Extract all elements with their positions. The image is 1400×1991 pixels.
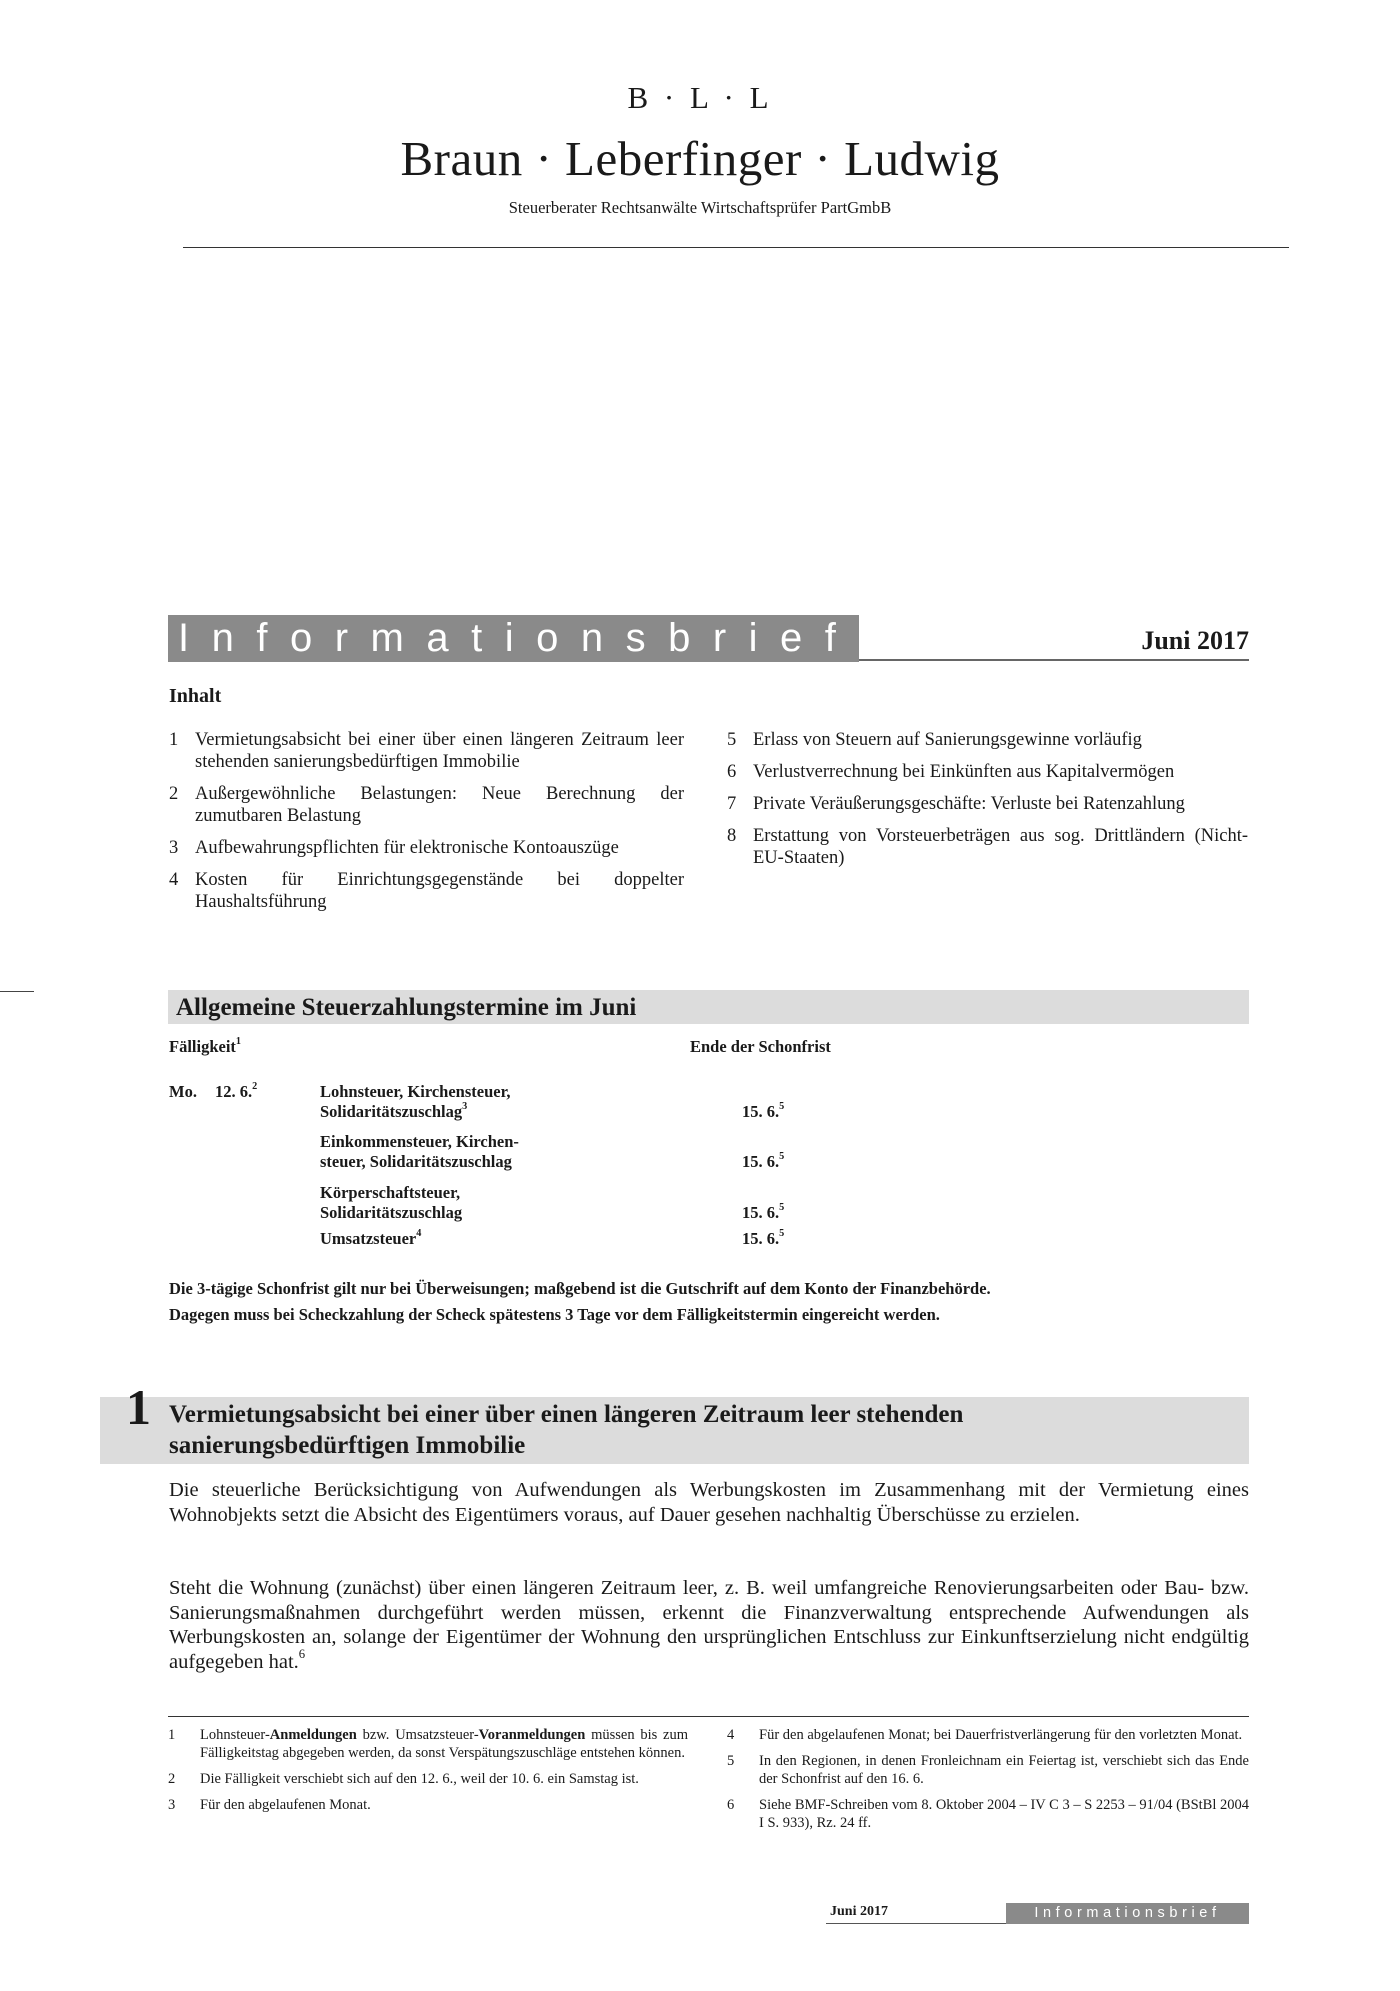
tax-type bbox=[320, 1132, 519, 1172]
footnotes-right bbox=[727, 1726, 1249, 1840]
contents-item-text: Vermietungsabsicht bei einer über einen längeren Zeitraum leer stehenden sanierungsbedürftigen Immobilie bbox=[195, 730, 684, 772]
footnote-ref: 1 bbox=[235, 1036, 242, 1048]
footnote-ref: 3 bbox=[462, 1101, 468, 1113]
contents-item bbox=[169, 869, 684, 913]
footnote bbox=[168, 1796, 688, 1814]
due-date bbox=[215, 1082, 257, 1102]
footnote-emphasis: Voranmeldungen bbox=[478, 1727, 586, 1743]
note-line: Dagegen muss bei Scheckzahlung der Scheck spätestens 3 Tage vor dem Fälligkeitstermin eingereicht werden. bbox=[169, 1305, 940, 1324]
grace-period-date bbox=[742, 1102, 784, 1122]
banner-underline bbox=[859, 659, 1249, 661]
header-divider bbox=[183, 247, 1289, 248]
footnote-number: 6 bbox=[727, 1797, 735, 1813]
footnote bbox=[727, 1796, 1249, 1832]
section-number: 1 bbox=[126, 1379, 151, 1435]
contents-item-number: 1 bbox=[169, 730, 179, 750]
tax-type bbox=[320, 1229, 421, 1249]
footnote bbox=[168, 1770, 688, 1788]
footnote-text-part: Lohnsteuer- bbox=[200, 1727, 270, 1743]
grace-period-date bbox=[742, 1152, 784, 1172]
contents-item-number: 8 bbox=[727, 826, 737, 846]
footnote-divider bbox=[168, 1716, 1249, 1717]
contents-item-text: Erlass von Steuern auf Sanierungsgewinne vorläufig bbox=[753, 730, 1142, 750]
contents-item bbox=[727, 761, 1248, 783]
contents-list-right bbox=[727, 729, 1248, 879]
contents-item bbox=[169, 837, 684, 859]
due-date-header-label: Fälligkeit bbox=[169, 1037, 236, 1056]
footnote-text bbox=[200, 1726, 688, 1762]
due-date-column-header bbox=[169, 1037, 241, 1057]
newsletter-banner: Informationsbrief bbox=[168, 615, 859, 662]
footnote-ref: 6 bbox=[298, 1647, 306, 1662]
footnote-emphasis: Anmeldungen bbox=[269, 1727, 357, 1743]
footnote-number: 5 bbox=[727, 1753, 735, 1769]
issue-date: Juni 2017 bbox=[1141, 626, 1249, 655]
contents-item bbox=[169, 783, 684, 827]
letterhead-initials: B · L · L bbox=[627, 80, 773, 115]
section-paragraph: Die steuerliche Berücksichtigung von Aufwendungen als Werbungskosten im Zusammenhang mit der Vermietung eines Wohnobjekts setzt die Absicht des Eigentümers voraus, auf Dauer gesehen nachhaltig Überschüsse zu erzielen. bbox=[169, 1479, 1249, 1526]
tax-type-line: Einkommensteuer, Kirchen- bbox=[320, 1132, 519, 1151]
contents-item-text: Außergewöhnliche Belastungen: Neue Berechnung der zumutbaren Belastung bbox=[195, 784, 684, 826]
tax-type-line: Solidaritätszuschlag bbox=[320, 1203, 463, 1222]
contents-item-number: 6 bbox=[727, 762, 737, 782]
footnote-number: 1 bbox=[168, 1727, 176, 1743]
footnote-text: In den Regionen, in denen Fronleichnam ein Feiertag ist, verschiebt sich das Ende der Schonfrist auf den 16. 6. bbox=[759, 1753, 1249, 1787]
grace-period-value: 15. 6. bbox=[742, 1229, 780, 1248]
contents-item-text: Kosten für Einrichtungsgegenstände bei doppelter Haushaltsführung bbox=[195, 870, 684, 912]
tax-type bbox=[320, 1183, 462, 1223]
contents-item-number: 5 bbox=[727, 730, 737, 750]
section-title-line: Vermietungsabsicht bei einer über einen längeren Zeitraum leer stehenden bbox=[169, 1401, 964, 1428]
grace-period-column-header: Ende der Schonfrist bbox=[690, 1037, 831, 1056]
footnote-text: Siehe BMF-Schreiben vom 8. Oktober 2004 – IV C 3 – S 2253 – 91/04 (BStBl 2004 I S. 933), Rz. 24 ff. bbox=[759, 1797, 1249, 1831]
grace-period-date bbox=[742, 1229, 784, 1249]
note-line: Die 3-tägige Schonfrist gilt nur bei Überweisungen; maßgebend ist die Gutschrift auf dem Konto der Finanzbehörde. bbox=[169, 1279, 991, 1298]
tax-type bbox=[320, 1082, 511, 1122]
tax-type-line: Solidaritätszuschlag bbox=[320, 1102, 463, 1121]
footnote bbox=[727, 1726, 1249, 1744]
contents-item-number: 2 bbox=[169, 784, 179, 804]
due-weekday: Mo. bbox=[169, 1082, 197, 1101]
footnote-ref: 5 bbox=[779, 1228, 785, 1240]
footnote-text: Für den abgelaufenen Monat; bei Dauerfristverlängerung für den vorletzten Monat. bbox=[759, 1727, 1243, 1743]
contents-list-left bbox=[169, 729, 684, 923]
footnote-text: Die Fälligkeit verschiebt sich auf den 12. 6., weil der 10. 6. ein Samstag ist. bbox=[200, 1771, 639, 1787]
footnote-ref: 2 bbox=[252, 1081, 258, 1093]
contents-item bbox=[727, 729, 1248, 751]
footer-banner: Informationsbrief bbox=[1006, 1903, 1249, 1924]
contents-item-number: 3 bbox=[169, 838, 179, 858]
footnote bbox=[727, 1752, 1249, 1788]
footnote-ref: 5 bbox=[779, 1202, 785, 1214]
tax-type-line: steuer, Solidaritätszuschlag bbox=[320, 1152, 512, 1171]
footer-underline bbox=[826, 1923, 1006, 1924]
grace-period-value: 15. 6. bbox=[742, 1152, 780, 1171]
footnote bbox=[168, 1726, 688, 1762]
contents-title: Inhalt bbox=[169, 685, 222, 707]
contents-item bbox=[727, 825, 1248, 869]
firm-name: Braun · Leberfinger · Ludwig bbox=[400, 131, 1000, 186]
section-title-line: sanierungsbedürftigen Immobilie bbox=[169, 1432, 526, 1459]
paragraph-text: Steht die Wohnung (zunächst) über einen längeren Zeitraum leer, z. B. weil umfangreiche Renovierungsarbeiten oder Bau- bzw. Sanierungsmaßnahmen durchgeführt werden müssen, erkennt die Finanzverwaltung entsprechende Aufwendungen als Werbungskosten an, solange der Eigentümer der Wohnung den ursprünglichen Entschluss zur Einkunftserzielung nicht endgültig aufgegeben hat. bbox=[169, 1577, 1249, 1673]
contents-item-text: Private Veräußerungsgeschäfte: Verluste bei Ratenzahlung bbox=[753, 794, 1185, 814]
grace-period-value: 15. 6. bbox=[742, 1102, 780, 1121]
grace-period-value: 15. 6. bbox=[742, 1203, 780, 1222]
tax-dates-title: Allgemeine Steuerzahlungstermine im Juni bbox=[176, 994, 637, 1021]
footnote-ref: 5 bbox=[779, 1151, 785, 1163]
contents-item-text: Aufbewahrungspflichten für elektronische Kontoauszüge bbox=[195, 838, 619, 858]
footnote-number: 3 bbox=[168, 1797, 176, 1813]
footnotes-left bbox=[168, 1726, 688, 1822]
footer-date: Juni 2017 bbox=[830, 1904, 888, 1919]
contents-item-text: Verlustverrechnung bei Einkünften aus Kapitalvermögen bbox=[753, 762, 1175, 782]
footnote-number: 4 bbox=[727, 1727, 735, 1743]
footnote-number: 2 bbox=[168, 1771, 176, 1787]
grace-period-date bbox=[742, 1203, 784, 1223]
contents-item bbox=[169, 729, 684, 773]
firm-subtitle: Steuerberater Rechtsanwälte Wirtschaftsprüfer PartGmbB bbox=[508, 198, 892, 217]
footnote-text-part: bzw. Umsatzsteuer- bbox=[356, 1727, 479, 1743]
tax-type-line: Umsatzsteuer bbox=[320, 1229, 417, 1248]
footnote-text-part: müssen bis zum Fälligkeitstag abgegeben werden, da sonst Verspätungszuschläge entstehen können. bbox=[200, 1727, 688, 1761]
contents-item-text: Erstattung von Vorsteuerbeträgen aus sog. Drittländern (Nicht-EU-Staaten) bbox=[753, 826, 1248, 868]
footnote-ref: 4 bbox=[416, 1228, 422, 1240]
section-title bbox=[169, 1399, 1239, 1461]
footnote-ref: 5 bbox=[779, 1101, 785, 1113]
footnote-text: Für den abgelaufenen Monat. bbox=[200, 1797, 371, 1813]
due-date-value: 12. 6. bbox=[215, 1082, 253, 1101]
fold-mark bbox=[0, 991, 34, 992]
section-paragraph bbox=[169, 1576, 1249, 1674]
contents-item-number: 7 bbox=[727, 794, 737, 814]
contents-item bbox=[727, 793, 1248, 815]
contents-item-number: 4 bbox=[169, 870, 179, 890]
tax-type-line: Körperschaftsteuer, bbox=[320, 1183, 461, 1202]
grace-period-note bbox=[169, 1276, 991, 1328]
tax-type-line: Lohnsteuer, Kirchensteuer, bbox=[320, 1082, 511, 1101]
